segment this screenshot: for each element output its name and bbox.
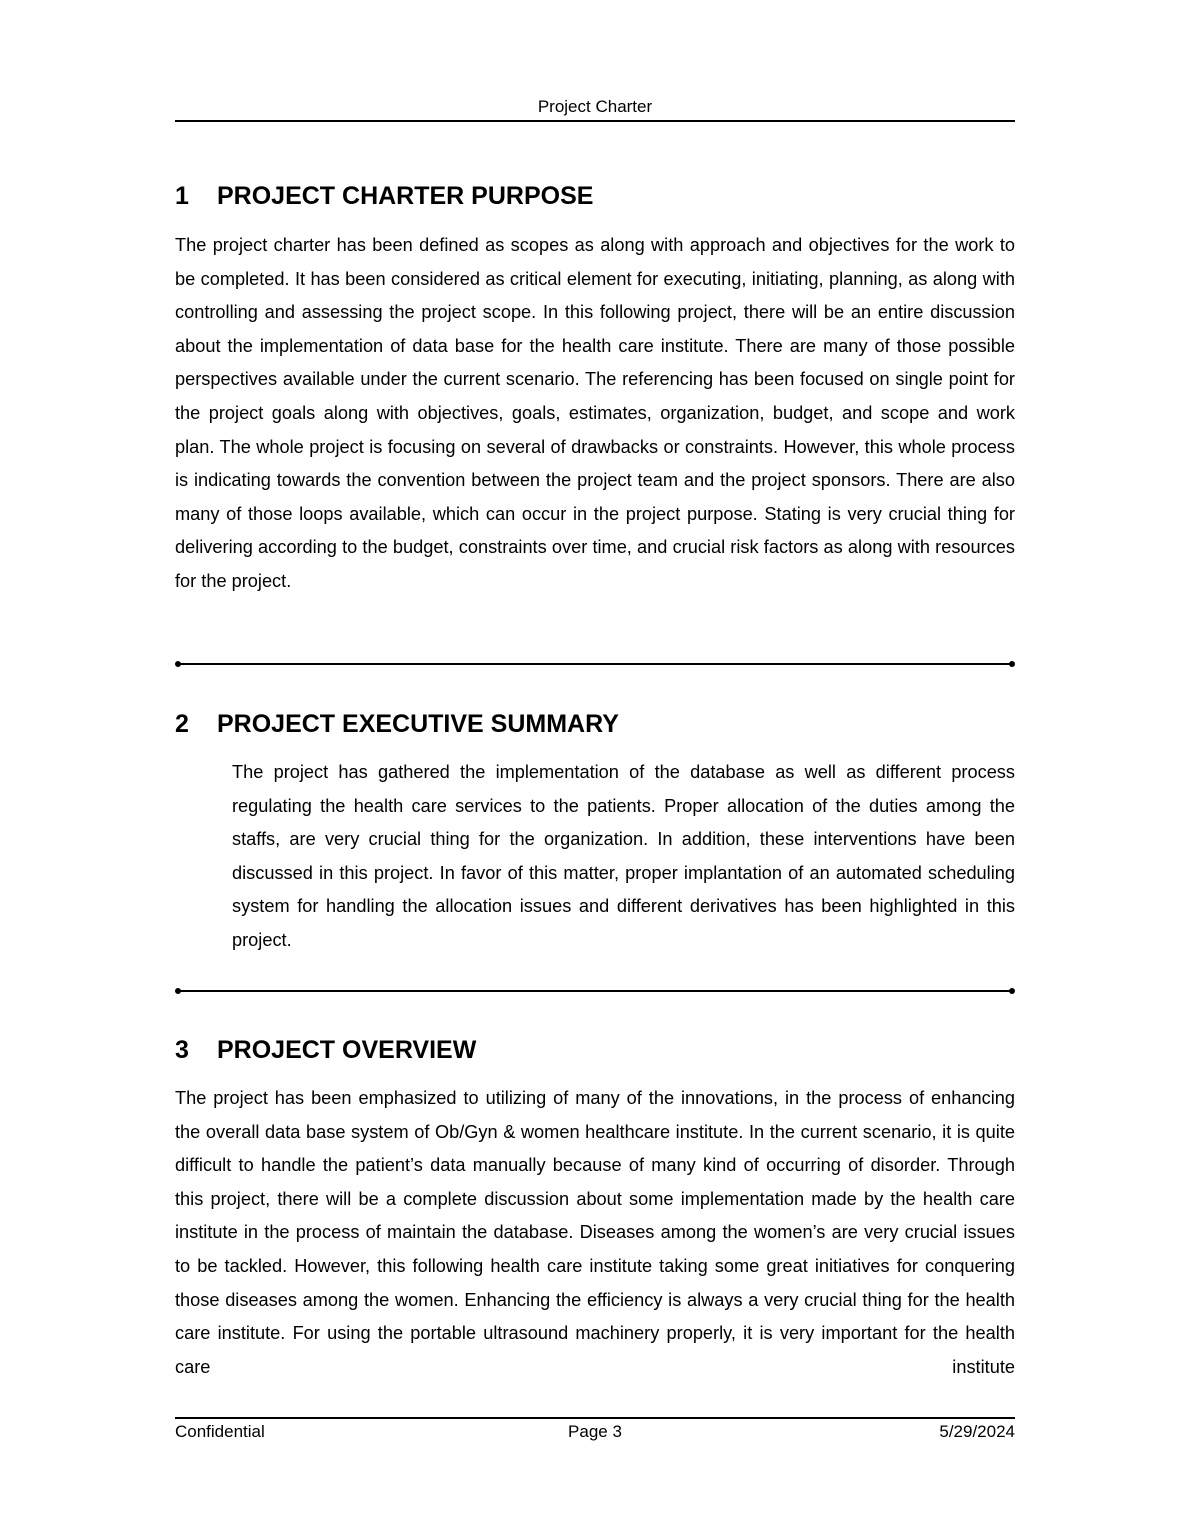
footer-page-number: Page 3 xyxy=(568,1422,622,1441)
section-charter-purpose xyxy=(175,181,1015,599)
section-divider xyxy=(175,660,1015,668)
section-heading xyxy=(175,181,1015,211)
section-body: The project charter has been defined as scopes as along with approach and objectives for the work to be completed. It has been considered as critical element for executing, initiating, planning, as along with controlling and assessing the project scope. In this following project, there will be an entire discussion about the implementation of data base for the health care institute. There are many of those possible perspectives available under the current scenario. The referencing has been focused on single point for the project goals along with objectives, goals, estimates, organization, budget, and scope and work plan. The whole project is focusing on several of drawbacks or constraints. However, this whole process is indicating towards the convention between the project team and the project sponsors. There are also many of those loops available, which can occur in the project purpose. Stating is very crucial thing for delivering according to the budget, constraints over time, and crucial risk factors as along with resources for the project. xyxy=(175,235,1015,591)
footer-confidential: Confidential xyxy=(175,1422,265,1441)
section-divider xyxy=(175,987,1015,995)
section-body: The project has gathered the implementation of the database as well as different process regulating the health care services to the patients. Proper allocation of the duties among the staffs, are very crucial thing for the organization. In addition, these interventions have been discussed in this project. In favor of this matter, proper implantation of an automated scheduling system for handling the allocation issues and different derivatives has been highlighted in this project. xyxy=(232,762,1015,950)
header-rule xyxy=(175,120,1015,122)
section-body: The project has been emphasized to utilizing of many of the innovations, in the process of enhancing the overall data base system of Ob/Gyn & women healthcare institute. In the current scenario, it is quite difficult to handle the patient’s data manually because of many kind of occurring of disorder. Through this project, there will be a complete discussion about some implementation made by the health care institute in the process of maintain the database. Diseases among the women’s are very crucial issues to be tackled. However, this following health care institute taking some great initiatives for conquering those diseases among the women. Enhancing the efficiency is always a very crucial thing for the health care institute. For using the portable ultrasound machinery properly, it is very important for the health care institute xyxy=(175,1088,1015,1377)
section-number: 1 xyxy=(175,182,189,210)
footer-rule xyxy=(175,1417,1015,1419)
section-title: PROJECT EXECUTIVE SUMMARY xyxy=(217,710,619,738)
section-number: 3 xyxy=(175,1036,189,1064)
page-footer xyxy=(175,1422,1015,1442)
section-heading xyxy=(175,1035,1015,1065)
footer-date: 5/29/2024 xyxy=(939,1422,1015,1441)
section-number: 2 xyxy=(175,710,189,738)
page-header-title: Project Charter xyxy=(537,97,653,116)
section-title: PROJECT OVERVIEW xyxy=(217,1036,477,1064)
section-executive-summary xyxy=(175,709,1015,958)
section-project-overview xyxy=(175,1035,1015,1384)
section-title: PROJECT CHARTER PURPOSE xyxy=(217,182,594,210)
section-heading xyxy=(175,709,1015,739)
